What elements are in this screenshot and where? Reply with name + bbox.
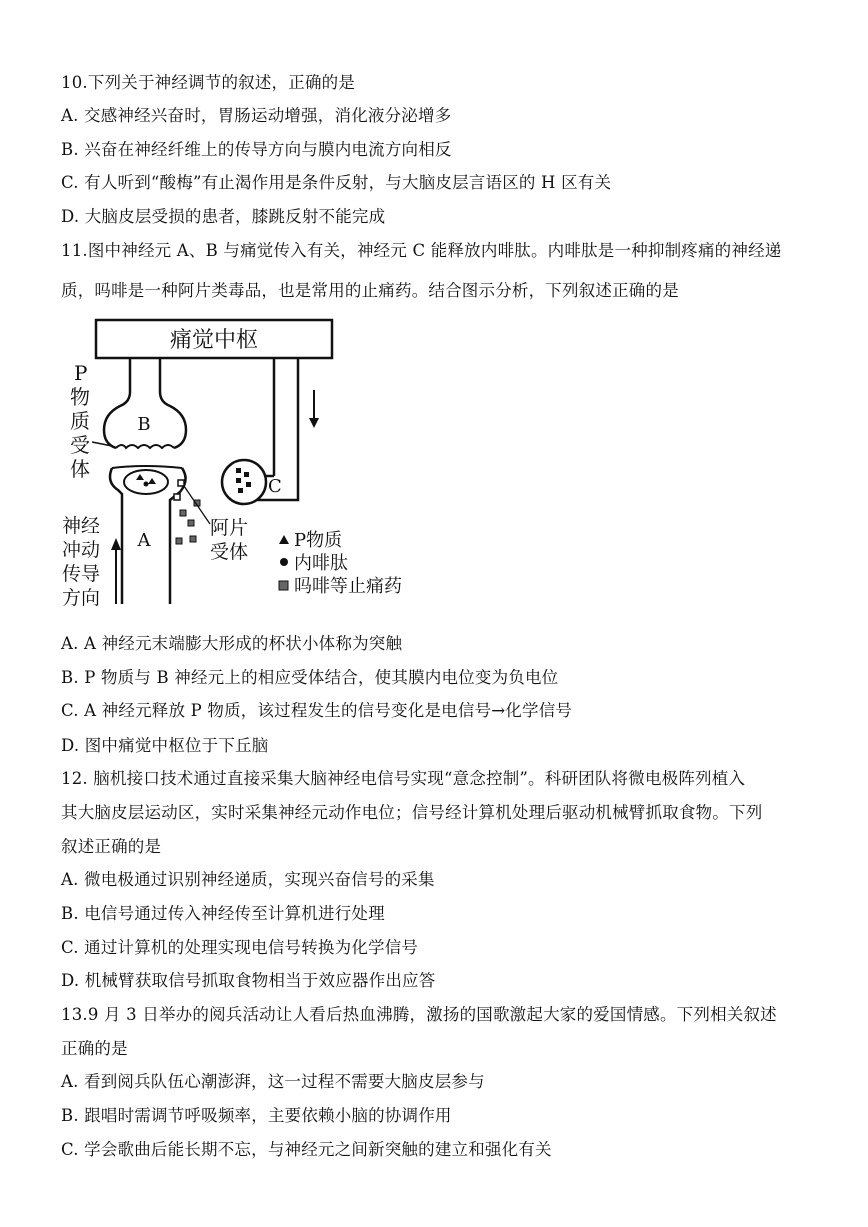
legend-p-substance: P物质 <box>294 530 343 551</box>
p-receptor-char-1: P <box>74 361 88 385</box>
triangle-icon <box>279 535 289 544</box>
impulse-label-3: 传导 <box>62 563 101 585</box>
impulse-label-4: 方向 <box>62 587 101 609</box>
q11-option-d: D. 图中痛觉中枢位于下丘脑 <box>61 736 269 755</box>
legend-morphine: 吗啡等止痛药 <box>294 576 402 597</box>
q13-option-b: B. 跟唱时需调节呼吸频率，主要依赖小脑的协调作用 <box>61 1106 452 1125</box>
q11-option-a: A. A 神经元末端膨大形成的杯状小体称为突触 <box>61 634 403 653</box>
p-receptor-char-5: 体 <box>70 457 90 481</box>
q11-stem-line1: 11.图中神经元 A、B 与痛觉传入有关，神经元 C 能释放内啡肽。内啡肽是一种抑制疼痛的神经递 <box>61 241 782 260</box>
p-receptor-char-3: 质 <box>70 409 90 433</box>
q13-stem-line1: 13.9 月 3 日举办的阅兵活动让人看后热血沸腾，激扬的国歌激起大家的爱国情感。下列相关叙述 <box>61 1005 777 1024</box>
opioid-receptor-line2: 受体 <box>210 541 249 563</box>
q12-option-a: A. 微电极通过识别神经递质，实现兴奋信号的采集 <box>61 870 435 889</box>
q11-option-c: C. A 神经元释放 P 物质，该过程发生的信号变化是电信号→化学信号 <box>61 701 573 720</box>
q13-option-c: C. 学会歌曲后能长期不忘，与神经元之间新突触的建立和强化有关 <box>61 1140 552 1159</box>
opioid-receptor-line1: 阿片 <box>210 517 249 539</box>
neuron-diagram <box>60 314 440 609</box>
q13-option-a: A. 看到阅兵队伍心潮澎湃，这一过程不需要大脑皮层参与 <box>61 1072 485 1091</box>
impulse-label-2: 冲动 <box>62 539 101 561</box>
q11-option-b: B. P 物质与 B 神经元上的相应受体结合，使其膜内电位变为负电位 <box>61 668 559 687</box>
neuron-c-label: C <box>268 476 282 497</box>
q10-option-c: C. 有人听到“酸梅”有止渴作用是条件反射，与大脑皮层言语区的 H 区有关 <box>61 173 612 192</box>
q10-stem: 10.下列关于神经调节的叙述，正确的是 <box>61 73 356 92</box>
impulse-label-1: 神经 <box>62 515 101 537</box>
q10-option-b: B. 兴奋在神经纤维上的传导方向与膜内电流方向相反 <box>61 140 452 159</box>
q13-stem-line2: 正确的是 <box>61 1039 128 1058</box>
q10-option-a: A. 交感神经兴奋时，胃肠运动增强，消化液分泌增多 <box>61 106 452 125</box>
circle-icon <box>280 558 288 566</box>
q12-stem-line2: 其大脑皮层运动区，实时采集神经元动作电位；信号经计算机处理后驱动机械臂抓取食物。下列 <box>61 803 763 822</box>
q11-stem-line2: 质，吗啡是一种阿片类毒品，也是常用的止痛药。结合图示分析，下列叙述正确的是 <box>61 281 679 300</box>
p-receptor-char-4: 受 <box>70 433 90 457</box>
legend-endorphin: 内啡肽 <box>294 553 348 574</box>
pain-center-label: 痛觉中枢 <box>169 328 259 353</box>
square-icon <box>279 581 288 590</box>
p-receptor-char-2: 物 <box>70 385 90 409</box>
q10-option-d: D. 大脑皮层受损的患者，膝跳反射不能完成 <box>61 207 386 226</box>
q12-option-b: B. 电信号通过传入神经传至计算机进行处理 <box>61 904 385 923</box>
q12-stem-line3: 叙述正确的是 <box>61 837 162 856</box>
q12-option-c: C. 通过计算机的处理实现电信号转换为化学信号 <box>61 938 419 957</box>
q12-stem-line1: 12. 脑机接口技术通过直接采集大脑神经电信号实现“意念控制”。科研团队将微电极阵列植入 <box>61 769 746 788</box>
q12-option-d: D. 机械臂获取信号抓取食物相当于效应器作出应答 <box>61 971 436 990</box>
neuron-b-label: B <box>137 414 151 435</box>
neuron-a-label: A <box>137 530 151 551</box>
